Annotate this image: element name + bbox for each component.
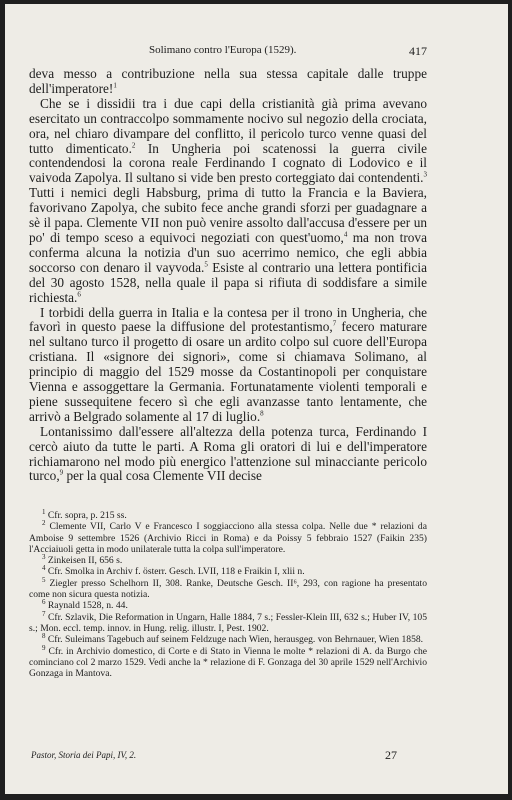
signature-mark: 27 [385, 748, 397, 762]
source-line: Pastor, Storia dei Papi, IV, 2. [31, 750, 137, 760]
footnote: $^5$ Ziegler presso Schelhorn II, 308. Ranke, Deutsche Gesch. II⁶, 293, con ragione ha presentato come non sicura questa notizia. [29, 575, 427, 601]
footnotes [29, 507, 428, 680]
paragraph: Lontanissimo dall'essere all'altezza della potenza turca, Ferdinando I cercò aiuto da tutte le parti. A Roma gli oratori di lui e dell'imperatore richiamarono nel modo più energico l'attenzione sul minacciante pericolo turco,$^9$ per la qual cosa Clemente VII decise [29, 423, 427, 484]
footnote: $^4$ Cfr. Smolka in Archiv f. österr. Gesch. LVII, 118 e Fraikin I, xlii n. [42, 564, 305, 578]
footnote-ref: 1 [113, 81, 117, 90]
paragraph: deva messo a contribuzione nella sua stessa capitale dalle truppe dell'imperatore!$^1$ [29, 66, 427, 96]
footnote: $^7$ Cfr. Szlavik, Die Reformation in Ungarn, Halle 1884, 7 s.; Fessler-Klein III, 632 s.; Huber IV, 105 s.; Mon. eccl. temp. innov. in Hung. relig. illustr. I, Pest. 1902. [29, 609, 427, 634]
footnote-number: 6 [42, 598, 46, 607]
footnote-ref: 4 [343, 230, 348, 239]
footnote-number: 1 [42, 507, 46, 516]
paragraph: I torbidi della guerra in Italia e la contesa per il trono in Ungheria, che favorì in questo paese la diffusione del protestantismo,$^7$ fecero maturare nel sultano turco il progetto di osare un ardito colpo sul cuore dell'Europa cristiana. Il «signore dei signori», come si chiamava Solimano, al principio di maggio del 1529 mosse da Costantinopoli per conquistare Vienna e assoggettare la Germania. Fortunatamente violenti temporali e piene sussequitene fecero sì che egli avanzasse tanto lentamente, che arrivò a Belgrado solamente al 17 di luglio.$^8$ [29, 304, 427, 424]
footnote-number: 7 [42, 609, 46, 618]
footnote-number: 4 [42, 564, 46, 573]
footnote: $^8$ Cfr. Suleimans Tagebuch auf seinem Feldzuge nach Wien, herausgeg. von Behrnauer, Wien 1858. [42, 632, 424, 646]
footnote-number: 3 [42, 553, 46, 561]
running-header [31, 44, 427, 60]
footnote-ref: 8 [260, 409, 264, 418]
main-text [29, 67, 427, 484]
footnote-ref: 2 [131, 141, 136, 150]
footnote: $^6$ Raynald 1528, n. 44. [42, 598, 128, 612]
footnote-ref: 7 [332, 319, 337, 328]
book-page [5, 4, 508, 794]
footnote-number: 2 [42, 519, 46, 528]
footnote-number: 9 [42, 643, 46, 652]
footnote-ref: 5 [204, 260, 208, 269]
footnote-ref: 9 [59, 469, 64, 478]
footnote: $^9$ Cfr. in Archivio domestico, di Corte e di Stato in Vienna le molte * relazioni di A. da Burgo che cominciano col 2 marzo 1529. Vedi anche la * relazione di F. Gonzaga del 30 aprile 1529 nell'Archivio Gonzaga in Mantova. [29, 643, 428, 680]
footnote: $^1$ Cfr. sopra, p. 215 ss. [42, 507, 127, 521]
footnote: $^3$ Zinkeisen II, 656 s. [42, 553, 123, 567]
page-footer [31, 748, 427, 764]
footnote: $^2$ Clemente VII, Carlo V e Francesco I soggiacciono alla stessa colpa. Nelle due * relazioni da Amboise 9 settembre 1526 (Archivio Ricci in Roma) e da Poissy 5 febbraio 1527 (Faikin 235) l'Acciaiuoli getta in modo unilaterale tutta la colpa sull'imperatore. [29, 519, 427, 555]
footnote-number: 8 [42, 632, 46, 641]
footnote-ref: 6 [77, 290, 81, 299]
footnote-ref: 3 [423, 170, 427, 179]
page-number: 417 [409, 44, 427, 58]
paragraph: Che se i dissidii tra i due capi della cristianità già prima avevano esercitato un contraccolpo sommamente nocivo sul negozio della crociata, ora, nel chiaro divampare del conflitto, il pericolo turco venne quasi del tutto dimenticato.$^2$ In Ungheria poi scatenossi la guerra civile contendendosi la corona reale Ferdinando I cognato di Lodovico e il vaivoda Zapolya. Il sultano si vide ben presto corteggiato dai contendenti.$^3$ Tutti i nemici degli Habsburg, prima di tutto la Francia e la Baviera, favorivano Zapolya, che subito fece anche grandi sforzi per guadagnare a sè il papa. Clemente VII non può venire assolto dall'accusa d'essere per un po' di tempo sceso a equivoci negoziati con quest'uomo,$^4$ ma non trova conferma alcuna la notizia d'un suo acerrimo nemico, che egli abbia soccorso con denaro il vayvoda.$^5$ Esiste al contrario una lettera pontificia del 30 agosto 1528, nella quale il papa si rifiuta di soddisfare a simile richiesta.$^6$ [29, 95, 427, 305]
footnote-number: 5 [42, 575, 46, 584]
running-title: Solimano contro l'Europa (1529). [149, 44, 297, 56]
